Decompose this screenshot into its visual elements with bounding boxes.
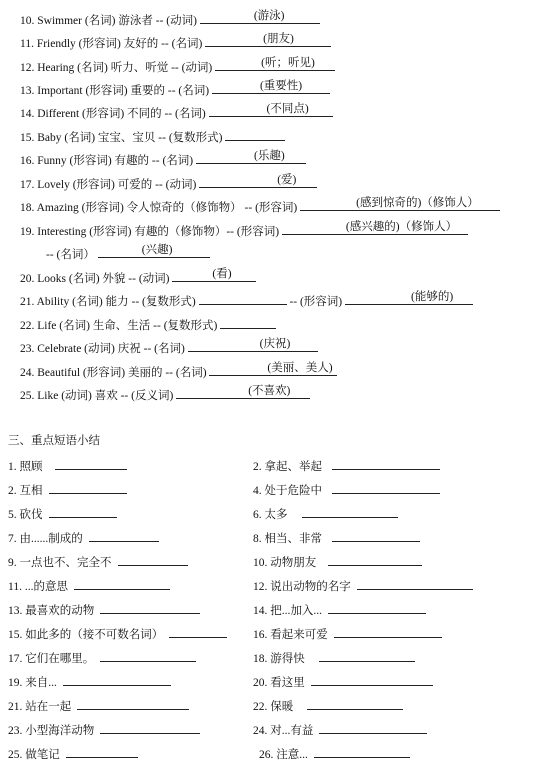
answer-blank	[100, 721, 200, 734]
answer-blank	[77, 697, 189, 710]
phrase-label: 6. 太多	[253, 509, 288, 521]
phrase-label: 11. ...的意思	[8, 581, 68, 593]
phrase-item	[253, 481, 440, 498]
answer-text: (能够的)	[411, 291, 454, 303]
vocab-text: 10. Swimmer (名词) 游泳者 -- (动词)	[20, 15, 200, 27]
answer-blank	[55, 457, 127, 470]
phrase-item	[253, 601, 426, 618]
vocab-text: -- (形容词)	[286, 296, 346, 308]
vocab-text: 22. Life (名词) 生命、生活 -- (复数形式)	[20, 320, 221, 332]
answer-blank	[200, 11, 320, 24]
answer-text: (爱)	[277, 174, 297, 186]
phrase-label: 1. 照顾	[8, 461, 43, 473]
vocab-text: 24. Beautiful (形容词) 美丽的 -- (名词)	[20, 367, 210, 379]
phrase-item	[8, 601, 200, 618]
answer-text: (感到惊奇的)（修饰人）	[356, 197, 479, 209]
answer-text: (不喜欢)	[248, 385, 291, 397]
phrase-item	[8, 649, 196, 666]
phrase-label: 2. 拿起、举起	[253, 461, 322, 473]
phrase-item	[253, 697, 403, 714]
answer-blank	[209, 363, 337, 376]
answer-blank	[63, 673, 171, 686]
answer-blank	[66, 745, 138, 758]
vocab-line-11	[20, 34, 331, 51]
answer-blank	[357, 577, 473, 590]
phrase-item	[253, 505, 398, 522]
vocab-text: 12. Hearing (名词) 听力、听觉 -- (动词)	[20, 62, 216, 74]
vocab-text: 11. Friendly (形容词) 友好的 -- (名词)	[20, 38, 206, 50]
answer-blank	[334, 625, 442, 638]
answer-blank	[332, 457, 440, 470]
answer-blank	[196, 151, 306, 164]
vocab-line-14	[20, 104, 333, 121]
phrase-label: 2. 互相	[8, 485, 43, 497]
phrase-label: 16. 看起来可爱	[253, 629, 328, 641]
vocab-line-24	[20, 363, 337, 380]
phrase-label: 25. 做笔记	[8, 749, 60, 761]
answer-blank	[215, 58, 335, 71]
phrase-label: 20. 看这里	[253, 677, 305, 689]
answer-blank	[100, 649, 196, 662]
answer-blank	[172, 269, 256, 282]
phrase-item	[8, 625, 227, 642]
phrase-item	[253, 529, 420, 546]
phrase-item	[8, 481, 127, 498]
vocab-line-13	[20, 81, 330, 98]
phrase-item	[8, 745, 138, 762]
phrase-item	[8, 673, 171, 690]
answer-blank	[89, 529, 159, 542]
phrase-item	[253, 625, 442, 642]
phrase-item	[8, 577, 170, 594]
vocab-line-19b	[46, 245, 210, 262]
vocab-text: 16. Funny (形容词) 有趣的 -- (名词)	[20, 155, 196, 167]
phrase-item	[8, 457, 127, 474]
vocab-text: 25. Like (动词) 喜欢 -- (反义词)	[20, 390, 177, 402]
phrase-item	[253, 457, 440, 474]
answer-blank	[98, 245, 210, 258]
phrase-label: 18. 游得快	[253, 653, 305, 665]
answer-blank	[328, 601, 426, 614]
phrase-label: 23. 小型海洋动物	[8, 725, 95, 737]
phrase-label: 22. 保暖	[253, 701, 294, 713]
answer-blank	[209, 104, 333, 117]
section-title: 三、重点短语小结	[8, 435, 100, 447]
phrase-label: 7. 由......制成的	[8, 533, 83, 545]
vocab-text: 17. Lovely (形容词) 可爱的 -- (动词)	[20, 179, 200, 191]
answer-blank	[319, 649, 415, 662]
answer-text: (美丽、美人)	[267, 362, 333, 374]
vocab-line-12	[20, 58, 335, 75]
phrase-label: 12. 说出动物的名字	[253, 581, 351, 593]
answer-blank	[332, 481, 440, 494]
answer-text: (朋友)	[263, 33, 294, 45]
phrase-label: 9. 一点也不、完全不	[8, 557, 112, 569]
vocab-text: 20. Looks (名词) 外貌 -- (动词)	[20, 273, 173, 285]
phrase-item	[8, 505, 117, 522]
answer-blank	[307, 697, 403, 710]
phrase-label: 14. 把...加入...	[253, 605, 322, 617]
answer-text: (乐趣)	[254, 150, 285, 162]
answer-text: (看)	[212, 268, 232, 280]
answer-blank	[302, 505, 398, 518]
answer-text: (不同点)	[266, 103, 309, 115]
vocab-text: 14. Different (形容词) 不同的 -- (名词)	[20, 108, 209, 120]
answer-blank	[188, 339, 318, 352]
answer-text: (兴趣)	[141, 244, 173, 256]
answer-blank	[49, 481, 127, 494]
answer-text: (庆祝)	[259, 338, 291, 350]
answer-blank	[49, 505, 117, 518]
answer-blank	[74, 577, 170, 590]
vocab-line-21	[20, 292, 473, 309]
vocab-line-17	[20, 175, 317, 192]
vocab-text: -- (名词）	[46, 249, 98, 261]
phrase-label: 10. 动物朋友	[253, 557, 317, 569]
phrase-item	[8, 553, 188, 570]
vocab-line-25	[20, 386, 310, 403]
phrase-item	[253, 721, 427, 738]
answer-text: (游泳)	[253, 10, 285, 22]
vocab-text: 19. Interesting (形容词) 有趣的（修饰物）-- (形容词)	[20, 226, 282, 238]
answer-blank	[212, 81, 330, 94]
phrase-label: 17. 它们在哪里。	[8, 653, 95, 665]
answer-blank	[282, 222, 468, 235]
vocab-line-19	[20, 222, 468, 239]
phrase-label: 26. 注意...	[259, 749, 308, 761]
answer-blank	[176, 386, 310, 399]
phrase-item	[253, 577, 473, 594]
answer-blank	[199, 292, 287, 305]
vocab-line-10	[20, 11, 320, 28]
answer-blank	[205, 34, 331, 47]
vocab-line-22	[20, 316, 276, 333]
phrase-item	[8, 529, 159, 546]
vocab-line-15	[20, 128, 285, 145]
vocab-line-20	[20, 269, 256, 286]
phrase-item	[8, 697, 189, 714]
phrase-item	[253, 649, 415, 666]
vocab-text: 13. Important (形容词) 重要的 -- (名词)	[20, 85, 212, 97]
vocab-line-16	[20, 151, 306, 168]
answer-blank	[319, 721, 427, 734]
answer-blank	[328, 553, 422, 566]
answer-text: (听；听见)	[261, 57, 315, 69]
phrase-item	[8, 721, 200, 738]
vocab-line-18	[20, 198, 500, 215]
answer-blank	[220, 316, 276, 329]
answer-blank	[225, 128, 285, 141]
answer-blank	[199, 175, 317, 188]
answer-blank	[169, 625, 227, 638]
vocab-text: 21. Ability (名词) 能力 -- (复数形式)	[20, 296, 199, 308]
phrase-item	[259, 745, 410, 762]
phrase-label: 24. 对...有益	[253, 725, 314, 737]
answer-blank	[311, 673, 433, 686]
phrase-label: 15. 如此多的（接不可数名词）	[8, 629, 164, 641]
phrase-label: 4. 处于危险中	[253, 485, 322, 497]
answer-blank	[118, 553, 188, 566]
vocab-text: 23. Celebrate (动词) 庆祝 -- (名词)	[20, 343, 188, 355]
phrase-item	[253, 553, 422, 570]
answer-text: (重要性)	[259, 80, 303, 92]
answer-blank	[100, 601, 200, 614]
answer-blank	[300, 198, 500, 211]
vocab-text: 15. Baby (名词) 宝宝、宝贝 -- (复数形式)	[20, 132, 226, 144]
vocab-text: 18. Amazing (形容词) 令人惊奇的（修饰物） -- (形容词)	[20, 202, 301, 214]
answer-blank	[345, 292, 473, 305]
phrase-label: 8. 相当、非常	[253, 533, 322, 545]
phrase-label: 21. 站在一起	[8, 701, 72, 713]
answer-text: (感兴趣的)（修饰人）	[345, 221, 458, 233]
phrase-label: 5. 砍伐	[8, 509, 43, 521]
vocab-line-23	[20, 339, 318, 356]
phrase-item	[253, 673, 433, 690]
answer-blank	[314, 745, 410, 758]
phrase-label: 13. 最喜欢的动物	[8, 605, 95, 617]
answer-blank	[332, 529, 420, 542]
phrase-label: 19. 来自...	[8, 677, 57, 689]
